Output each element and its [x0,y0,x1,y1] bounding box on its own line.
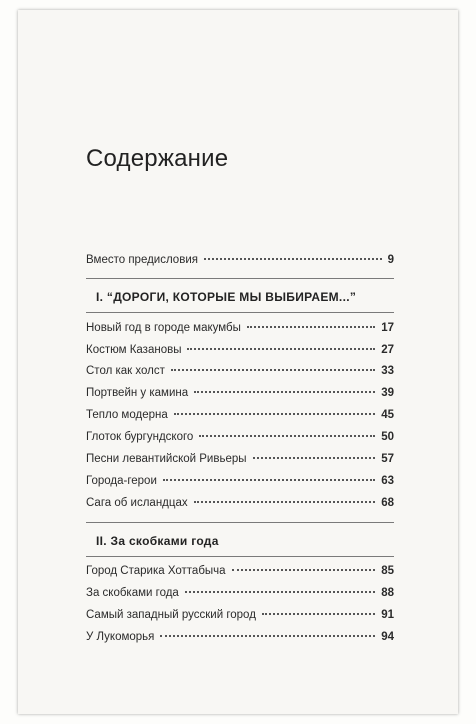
page-title: Содержание [86,145,229,172]
toc-entry-page: 27 [381,344,394,356]
dot-leader [262,613,375,615]
dot-leader [232,569,376,571]
toc-entry [86,497,394,509]
dot-leader [187,348,375,350]
toc-entry-page: 33 [381,365,394,377]
toc-entry-label: Новый год в городе макумбы [86,322,241,334]
toc-entry [86,344,394,356]
toc-entry-page: 91 [381,609,394,621]
toc-entry [86,609,394,621]
divider [86,522,394,523]
toc-entry-preface [86,254,394,266]
toc-entry-label: Песни левантийской Ривьеры [86,453,247,465]
toc-entry-label: Тепло модерна [86,409,168,421]
dot-leader [199,435,375,437]
dot-leader [253,457,376,459]
dot-leader [160,635,375,637]
dot-leader [171,369,375,371]
toc-entry-page: 94 [381,631,394,643]
toc-entry-page: 50 [381,431,394,443]
dot-leader [194,501,376,503]
dot-leader [185,591,375,593]
toc-entry-label: Стол как холст [86,365,165,377]
toc-entry-label: Сага об исландцах [86,497,188,509]
dot-leader [194,391,375,393]
book-page [18,10,458,714]
toc-entry [86,475,394,487]
toc-entry-label: Портвейн у камина [86,387,189,399]
toc-entry-page: 39 [381,387,394,399]
toc-entry [86,565,394,577]
toc-entry-page: 9 [387,254,394,266]
divider [86,556,394,557]
toc-entry-label: Вместо предисловия [86,254,198,266]
toc-entry [86,365,394,377]
dot-leader [174,413,375,415]
toc-entry-page: 57 [381,453,394,465]
section-heading-1: I. “ДОРОГИ, КОТОРЫЕ МЫ ВЫБИРАЕМ...” [96,290,357,304]
toc-entry [86,322,394,334]
toc-entry-page: 68 [381,497,394,509]
toc-entry [86,409,394,421]
toc-entry-label: За скобками года [86,587,179,599]
toc-entry-page: 17 [381,322,394,334]
toc-entry [86,387,394,399]
table-of-contents [18,10,458,714]
dot-leader [163,479,375,481]
toc-entry [86,631,394,643]
toc-entry [86,587,394,599]
toc-entry-page: 63 [381,475,394,487]
toc-entry-page: 45 [381,409,394,421]
toc-entry-label: У Лукоморья [86,631,155,643]
section-heading-2: II. За скобками года [96,534,219,548]
divider [86,312,394,313]
toc-entry-label: Костюм Казановы [86,344,182,356]
dot-leader [247,326,375,328]
toc-entry-label: Самый западный русский город [86,609,256,621]
toc-entry [86,453,394,465]
toc-entry-page: 88 [381,587,394,599]
divider [86,278,394,279]
toc-entry [86,431,394,443]
toc-entry-page: 85 [381,565,394,577]
dot-leader [204,258,382,260]
toc-entry-label: Город Старика Хоттабыча [86,565,226,577]
toc-entry-label: Города-герои [86,475,157,487]
toc-entry-label: Глоток бургундского [86,431,194,443]
